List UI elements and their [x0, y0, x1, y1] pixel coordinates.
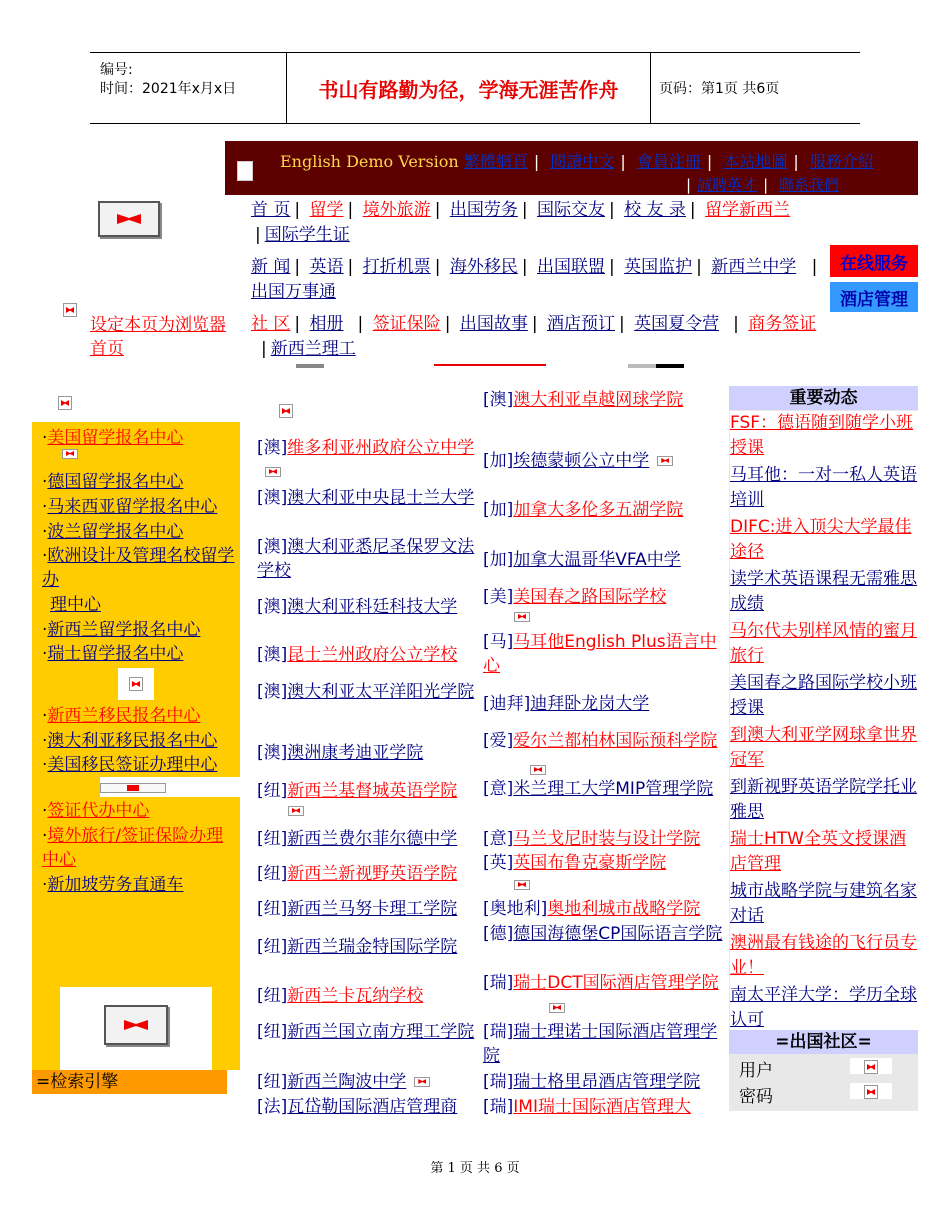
school-name[interactable]: 新西兰国立南方理工学院 — [287, 1022, 475, 1042]
school-name[interactable]: 维多利亚州政府公立中学 — [287, 438, 475, 458]
top-bar — [225, 141, 918, 195]
school-link[interactable] — [257, 680, 477, 704]
top-link-register[interactable]: 會員注冊 — [636, 152, 701, 171]
nav-study[interactable]: 留学 — [309, 200, 344, 220]
left-menu-item[interactable]: ·新西兰移民报名中心 — [42, 706, 201, 726]
new-badge-icon — [657, 456, 673, 466]
country-tag: [瑞] — [483, 1072, 514, 1092]
country-tag: [加] — [483, 451, 514, 471]
left-menu-item[interactable]: ·德国留学报名中心 — [42, 472, 184, 492]
school-link[interactable] — [257, 984, 477, 1008]
news-item[interactable]: 城市战略学院与建筑名家对话 — [730, 881, 917, 926]
top-link-traditional[interactable]: 繁體網頁 — [463, 152, 528, 171]
username-label: 用户 — [739, 1061, 773, 1081]
nav-row-1: 首 页 | 留学 | 境外旅游 | 出国劳务 | 国际交友 | 校 友 录 | 留学新西兰 | 国际学生证 — [251, 200, 791, 245]
school-name[interactable]: 新西兰新视野英语学院 — [287, 864, 458, 884]
header-info-cell — [90, 53, 287, 123]
new-badge-icon — [414, 1077, 430, 1087]
nav-nz-school[interactable]: 新西兰中学 — [711, 257, 797, 277]
school-link[interactable] — [483, 548, 723, 572]
header-motto-cell — [287, 53, 651, 123]
top-bar-line-1: English Demo Version 繁體網頁 | 閱讀中文 | 會員注冊 | 本站地圖 | 服務介紹 — [280, 152, 874, 171]
nav-album[interactable]: 相册 — [309, 314, 344, 334]
nav-row-3: 社 区 | 相册 | 签证保险 | 出国故事 | 酒店预订 | 英国夏令营 | 商务签证 | 新西兰理工 — [251, 314, 817, 359]
school-name[interactable]: 瓦岱勒国际酒店管理商 — [287, 1097, 458, 1117]
left-menu-item[interactable]: ·境外旅行/签证保险办理中心 — [42, 826, 224, 870]
country-tag: [瑞] — [483, 1097, 514, 1117]
login-form — [739, 1058, 773, 1110]
country-tag: [纽] — [257, 829, 288, 849]
news-item[interactable]: 到新视野英语学院学托业雅思 — [730, 777, 917, 822]
school-name[interactable]: 新西兰卡瓦纳学校 — [287, 986, 424, 1006]
online-service-button[interactable]: 在线服务 — [830, 245, 918, 277]
password-label: 密码 — [739, 1087, 773, 1107]
search-engine-label[interactable]: =检索引擎 — [32, 1070, 227, 1094]
school-link[interactable] — [257, 741, 477, 765]
motto: 书山有路勤为径，学海无涯苦作舟 — [318, 77, 619, 102]
school-name[interactable]: 美国春之路国际学校 — [513, 587, 667, 607]
password-input[interactable] — [850, 1083, 892, 1099]
nav-nz-polytech[interactable]: 新西兰理工 — [270, 339, 356, 359]
news-list — [730, 411, 920, 1035]
country-tag: [爱] — [483, 731, 514, 751]
country-tag: [法] — [257, 1097, 288, 1117]
school-name[interactable]: 新西兰费尔菲尔德中学 — [287, 829, 458, 849]
news-item[interactable]: 到澳大利亚学网球拿世界冠军 — [730, 725, 917, 770]
country-tag: [纽] — [257, 864, 288, 884]
school-name[interactable]: 德国海德堡CP国际语言学院 — [513, 924, 723, 944]
school-name[interactable]: 新西兰瑞金特国际学院 — [287, 937, 458, 957]
news-item[interactable]: 澳洲最有钱途的飞行员专业！ — [730, 933, 917, 978]
school-link[interactable] — [257, 1070, 477, 1094]
nav-business-visa[interactable]: 商务签证 — [748, 314, 817, 334]
school-link[interactable] — [483, 630, 723, 678]
school-name[interactable]: 瑞士DCT国际酒店管理学院 — [513, 973, 719, 993]
school-link[interactable] — [257, 535, 477, 583]
school-name[interactable]: 马耳他English Plus语言中心 — [483, 632, 717, 676]
news-item[interactable]: 马尔代夫别样风情的蜜月旅行 — [730, 621, 917, 666]
country-tag: [澳] — [483, 390, 514, 410]
school-link[interactable] — [257, 595, 477, 619]
page-footer: 第 1 页 共 6 页 — [430, 1161, 520, 1176]
country-tag: [纽] — [257, 1072, 288, 1092]
nav-community[interactable]: 社 区 — [251, 314, 291, 334]
nav-nz-study[interactable]: 留学新西兰 — [705, 200, 791, 220]
country-tag: [纽] — [257, 986, 288, 1006]
broken-image-button[interactable] — [104, 1005, 168, 1045]
country-tag: [纽] — [257, 1022, 288, 1042]
country-tag: [澳] — [257, 743, 288, 763]
nav-alumni[interactable]: 校 友 录 — [624, 200, 686, 220]
nav-news[interactable]: 新 闻 — [251, 257, 291, 277]
school-link[interactable] — [257, 779, 477, 803]
country-tag: [澳] — [257, 488, 288, 508]
school-name[interactable]: 昆士兰州政府公立学校 — [287, 645, 458, 665]
school-name[interactable]: 新西兰陶波中学 — [287, 1072, 407, 1092]
main-navigation — [251, 198, 831, 369]
news-item[interactable]: 马耳他：一对一私人英语培训 — [730, 465, 917, 510]
left-menu-item[interactable]: ·新加坡劳务直通车 — [42, 875, 184, 895]
page-info: 页码：第1页 共6页 — [659, 81, 780, 97]
country-tag: [瑞] — [483, 1022, 514, 1042]
new-badge-icon — [514, 880, 530, 890]
nav-tickets[interactable]: 打折机票 — [362, 257, 431, 277]
country-tag: [澳] — [257, 537, 288, 557]
country-tag: [纽] — [257, 781, 288, 801]
left-menu-item[interactable]: ·欧洲设计及管理名校留学办 — [42, 546, 235, 590]
left-menu-item[interactable]: ·签证代办中心 — [42, 801, 150, 821]
document-header — [90, 52, 860, 124]
nav-uk-guardian[interactable]: 英国监护 — [624, 257, 693, 277]
broken-image-icon — [279, 404, 293, 418]
new-badge-icon — [265, 467, 281, 477]
news-item[interactable]: DIFC:进入顶尖大学最佳途径 — [730, 517, 912, 562]
school-name[interactable]: 加拿大温哥华VFA中学 — [513, 550, 681, 570]
number-label: 编号: — [100, 62, 133, 78]
school-name[interactable]: 加拿大多伦多五湖学院 — [513, 500, 684, 520]
broken-image-icon — [62, 449, 78, 459]
school-link[interactable] — [483, 1095, 723, 1119]
left-menu-item[interactable]: ·波兰留学报名中心 — [42, 522, 184, 542]
country-tag: [迪拜] — [483, 694, 531, 714]
school-link[interactable] — [483, 922, 723, 946]
top-link-careers[interactable]: 誠聘英才 — [697, 176, 758, 194]
school-name[interactable]: 澳大利亚中央昆士兰大学 — [287, 488, 475, 508]
nav-labor[interactable]: 出国劳务 — [449, 200, 518, 220]
country-tag: [英] — [483, 853, 514, 873]
school-name[interactable]: 奥地利城市战略学院 — [547, 899, 701, 919]
divider — [628, 364, 656, 368]
news-item[interactable]: 读学术英语课程无需雅思成绩 — [730, 569, 917, 614]
nav-english[interactable]: 英语 — [309, 257, 344, 277]
nav-immigration[interactable]: 海外移民 — [449, 257, 518, 277]
country-tag: [加] — [483, 500, 514, 520]
school-link[interactable] — [257, 935, 477, 959]
top-link-sitemap[interactable]: 本站地圖 — [723, 152, 788, 171]
school-name[interactable]: 澳大利亚科廷科技大学 — [287, 597, 458, 617]
school-link[interactable] — [483, 971, 723, 995]
broken-image-icon — [63, 303, 77, 317]
school-name[interactable]: 新西兰基督城英语学院 — [287, 781, 458, 801]
school-name[interactable]: 米兰理工大学MIP管理学院 — [513, 779, 714, 799]
new-badge-icon — [549, 1003, 565, 1013]
set-homepage-link[interactable]: 设定本页为浏览器首页 — [90, 315, 226, 359]
country-tag: [意] — [483, 779, 514, 799]
school-name[interactable]: 英国布鲁克豪斯学院 — [513, 853, 667, 873]
school-link[interactable] — [483, 498, 723, 522]
nav-uk-camp[interactable]: 英国夏令营 — [634, 314, 720, 334]
new-badge-icon — [530, 765, 546, 775]
image-placeholder — [118, 668, 154, 700]
nav-row-2: 新 闻 | 英语 | 打折机票 | 海外移民 | 出国联盟 | 英国监护 | 新西兰中学 |出国万事通 — [251, 257, 818, 302]
left-menu-item[interactable]: ·新西兰留学报名中心 — [42, 620, 201, 640]
country-tag: [德] — [483, 924, 514, 944]
banner-placeholder — [100, 777, 240, 797]
nav-student-card[interactable]: 国际学生证 — [264, 225, 350, 245]
nav-friends[interactable]: 国际交友 — [536, 200, 605, 220]
time-label: 时间：2021年x月x日 — [100, 81, 237, 97]
school-link[interactable] — [257, 486, 477, 510]
community-title: =出国社区= — [729, 1030, 918, 1054]
nav-hotel[interactable]: 酒店预订 — [546, 314, 615, 334]
school-link[interactable] — [483, 449, 723, 473]
school-link[interactable] — [257, 827, 477, 851]
nav-travel[interactable]: 境外旅游 — [362, 200, 431, 220]
divider — [296, 364, 324, 368]
school-name[interactable]: 马兰戈尼时装与设计学院 — [513, 829, 701, 849]
country-tag: [澳] — [257, 645, 288, 665]
country-tag: [加] — [483, 550, 514, 570]
top-bar-line-2: | 誠聘英才 | 聯系我們 — [686, 176, 839, 194]
school-link[interactable] — [483, 897, 723, 921]
left-menu-item[interactable]: ·美国留学报名中心 — [42, 428, 184, 448]
broken-image-icon — [58, 396, 72, 410]
school-link[interactable] — [483, 851, 723, 875]
nav-home[interactable]: 首 页 — [251, 200, 291, 220]
left-menu-item[interactable]: ·澳大利亚移民报名中心 — [42, 731, 218, 751]
school-name[interactable]: 爱尔兰都柏林国际预科学院 — [513, 731, 718, 751]
nav-visa-insurance[interactable]: 签证保险 — [372, 314, 441, 334]
top-link-read-chinese[interactable]: 閱讀中文 — [550, 152, 615, 171]
new-badge-icon — [514, 612, 530, 622]
news-item[interactable]: FSF：德语随到随学小班授课 — [730, 413, 914, 458]
school-name[interactable]: 新西兰马努卡理工学院 — [287, 899, 458, 919]
broken-image-icon — [237, 161, 253, 181]
country-tag: [澳] — [257, 597, 288, 617]
school-link[interactable] — [483, 729, 723, 753]
country-tag: [美] — [483, 587, 514, 607]
new-badge-icon — [288, 806, 304, 816]
news-item[interactable]: 瑞士HTW全英文授课酒店管理 — [730, 829, 906, 874]
nav-guide[interactable]: 出国万事通 — [251, 282, 336, 302]
news-title: 重要动态 — [729, 386, 918, 410]
country-tag: [瑞] — [483, 973, 514, 993]
school-link[interactable] — [483, 1070, 723, 1094]
school-name[interactable]: 瑞士理诺士国际酒店管理学院 — [483, 1022, 718, 1066]
left-menu-item[interactable]: ·马来西亚留学报名中心 — [42, 497, 218, 517]
school-link[interactable] — [257, 436, 477, 484]
left-menu — [32, 422, 240, 1070]
divider — [434, 364, 546, 366]
school-link[interactable] — [257, 643, 477, 667]
top-link-contact[interactable]: 聯系我們 — [778, 176, 839, 194]
news-item[interactable]: 南太平洋大学：学历全球认可 — [730, 985, 917, 1030]
school-link[interactable] — [483, 585, 723, 609]
country-tag: [奥地利] — [483, 899, 548, 919]
country-tag: [意] — [483, 829, 514, 849]
school-link[interactable] — [483, 1020, 723, 1068]
header-page-cell — [651, 53, 860, 123]
school-name[interactable]: 迪拜卧龙岗大学 — [530, 694, 650, 714]
school-link[interactable] — [483, 777, 723, 801]
left-menu-item[interactable]: ·美国移民签证办理中心 — [42, 755, 218, 775]
country-tag: [纽] — [257, 899, 288, 919]
left-menu-item[interactable]: ·瑞士留学报名中心 — [42, 644, 184, 664]
school-link[interactable] — [483, 388, 723, 412]
country-tag: [纽] — [257, 937, 288, 957]
school-link[interactable] — [257, 897, 477, 921]
school-link[interactable] — [257, 1020, 477, 1044]
school-link[interactable] — [483, 827, 723, 851]
english-demo-label: English Demo Version — [280, 152, 459, 171]
left-menu-item[interactable]: 理中心 — [50, 595, 101, 615]
school-name[interactable]: 埃德蒙顿公立中学 — [513, 451, 650, 471]
school-link[interactable] — [257, 1095, 477, 1119]
school-name[interactable]: 澳大利亚悉尼圣保罗文法学校 — [257, 537, 475, 581]
top-link-services[interactable]: 服務介紹 — [809, 152, 874, 171]
school-name[interactable]: 澳大利亚太平洋阳光学院 — [287, 682, 475, 702]
divider — [656, 364, 684, 368]
school-link[interactable] — [483, 692, 723, 716]
school-link[interactable] — [257, 862, 477, 886]
username-input[interactable] — [850, 1058, 892, 1074]
school-name[interactable]: 澳大利亚卓越网球学院 — [513, 390, 684, 410]
nav-stories[interactable]: 出国故事 — [459, 314, 528, 334]
school-name[interactable]: 瑞士格里昂酒店管理学院 — [513, 1072, 701, 1092]
country-tag: [澳] — [257, 438, 288, 458]
news-item[interactable]: 美国春之路国际学校小班授课 — [730, 673, 917, 718]
country-tag: [马] — [483, 632, 514, 652]
school-name[interactable]: 澳洲康考迪亚学院 — [287, 743, 424, 763]
logo-image[interactable] — [98, 201, 160, 237]
school-name[interactable]: IMI瑞士国际酒店管理大 — [513, 1097, 691, 1117]
hotel-management-button[interactable]: 酒店管理 — [830, 282, 918, 312]
country-tag: [澳] — [257, 682, 288, 702]
nav-alliance[interactable]: 出国联盟 — [536, 257, 605, 277]
